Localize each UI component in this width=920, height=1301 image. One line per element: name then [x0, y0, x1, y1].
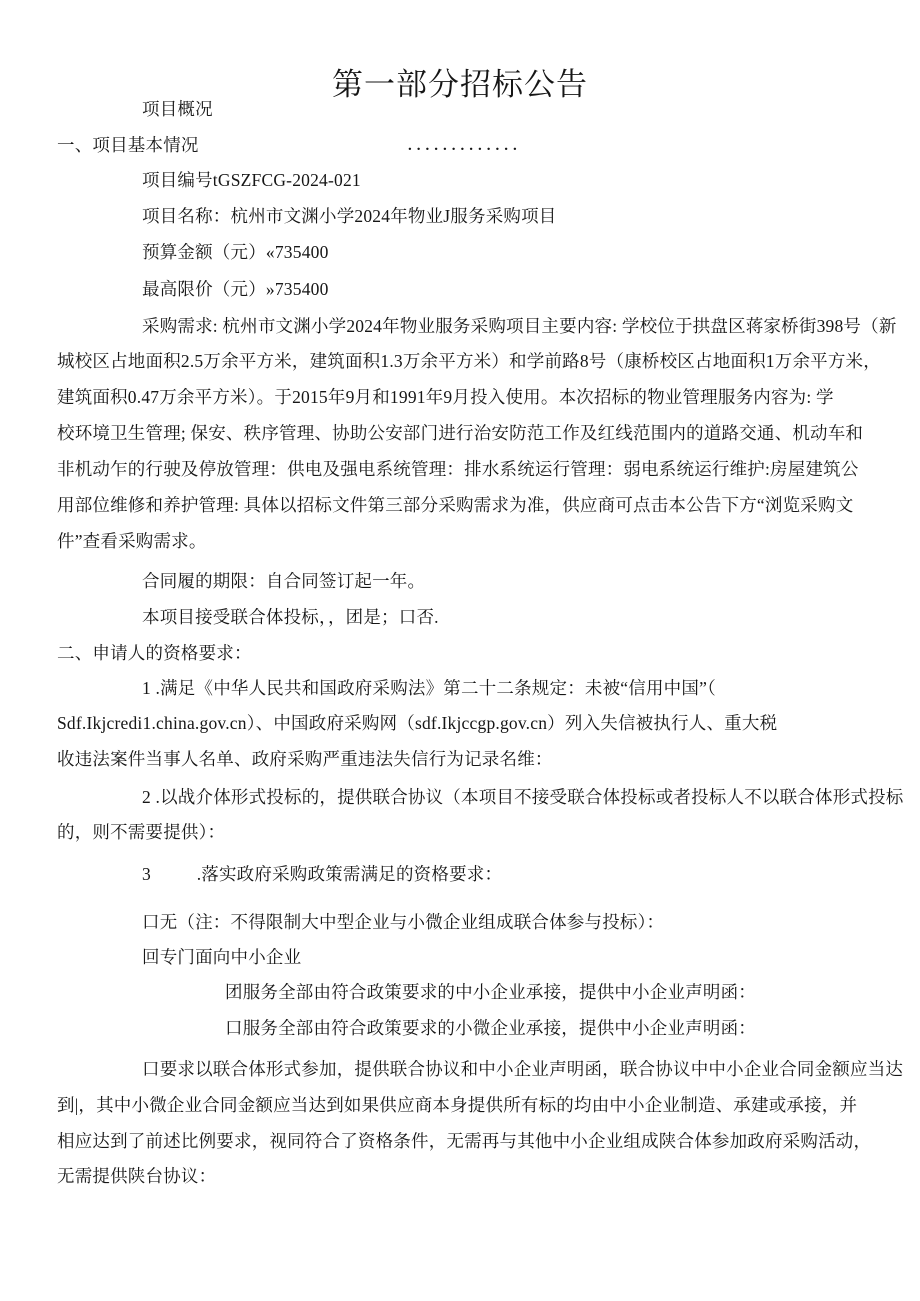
policy-joint-line: 到|，其中小微企业合同金额应当达到如果供应商本身提供所有标的均由中小企业制造、承建或承接，并 [57, 1095, 858, 1115]
requirement-2-line: 2 .以战介体形式投标的，提供联合协议（本项目不接受联合体投标或者投标人不以联合体形式投标 [142, 787, 904, 807]
policy-option-micro-all: 口服务全部由符合政策要求的小微企业承接，提供中小企业声明函： [225, 1018, 756, 1038]
procurement-line: 件”查看采购需求。 [57, 531, 207, 551]
requirement-3: 3 .落实政府采购政策需满足的资格要求： [142, 864, 503, 884]
dotted-leader: ............. [408, 138, 522, 154]
section-1-heading: 一、项目基本情况 [57, 135, 199, 155]
requirement-1-line: 收违法案件当事人名单、政府采购严重违法失信行为记录名维： [57, 749, 553, 769]
document-title: 第一部分招标公告 [332, 66, 588, 102]
policy-joint-line: 无需提供陕台协议： [57, 1166, 217, 1186]
project-overview-label: 项目概况 [142, 99, 213, 119]
requirement-1-line: Sdf.Ikjcredi1.china.gov.cn）、中国政府采购网（sdf.Ikjccgp.gov.cn）列入失信被执行人、重大税 [57, 713, 778, 733]
contract-period: 合同履的期限：自合同签订起一年。 [142, 571, 426, 591]
project-number: 项目编号tGSZFCG-2024-021 [142, 170, 361, 190]
procurement-line: 用部位维修和养护管理: 具体以招标文件第三部分采购需求为准，供应商可点击本公告下方“浏览采购文 [57, 495, 854, 515]
procurement-line: 校环境卫生管理; 保安、秩序管理、协助公安部门进行治安防范工作及红线范围内的道路交通、机动车和 [57, 423, 864, 443]
requirement-2-line: 的，则不需要提供）： [57, 822, 226, 842]
section-2-heading: 二、申请人的资格要求： [57, 643, 252, 663]
policy-joint-line: 相应达到了前述比例要求，视同符合了资格条件，无需再与其他中小企业组成陕合体参加政府采购活动， [57, 1131, 872, 1151]
policy-joint-line: 口要求以联合体形式参加，提供联合协议和中小企业声明函，联合协议中中小企业合同金额应当达 [142, 1059, 904, 1079]
joint-bid-statement: 本项目接受联合体投标，，团是；口否. [142, 607, 439, 627]
procurement-line: 建筑面积0.47万余平方米）。于2015年9月和1991年9月投入使用。本次招标的物业管理服务内容为: 学 [57, 387, 834, 407]
procurement-line: 非机动乍的行驶及停放管理：供电及强电系统管理：排水系统运行管理：弱电系统运行维护:房屋建筑公 [57, 459, 859, 479]
requirement-1-line: 1 .满足《中华人民共和国政府采购法》第二十二条规定：未被“信用中国”（ [142, 678, 716, 698]
max-price: 最高限价（元）»735400 [142, 279, 329, 299]
project-name: 项目名称：杭州市文渊小学2024年物业J服务采购项目 [142, 206, 557, 226]
policy-option-none: 口无（注：不得限制大中型企业与小微企业组成联合体参与投标）： [142, 912, 665, 932]
budget-amount: 预算金额（元）«735400 [142, 242, 329, 262]
procurement-line: 采购需求: 杭州市文渊小学2024年物业服务采购项目主要内容: 学校位于拱盘区蒋家桥街398号（新 [142, 316, 897, 336]
procurement-line: 城校区占地面积2.5万余平方米，建筑面积1.3万余平方米）和学前路8号（康桥校区占地面积1万余平方米， [57, 351, 881, 371]
policy-option-sme-header: 回专门面向中小企业 [142, 947, 302, 967]
policy-option-sme-all: 团服务全部由符合政策要求的中小企业承接，提供中小企业声明函： [225, 982, 756, 1002]
